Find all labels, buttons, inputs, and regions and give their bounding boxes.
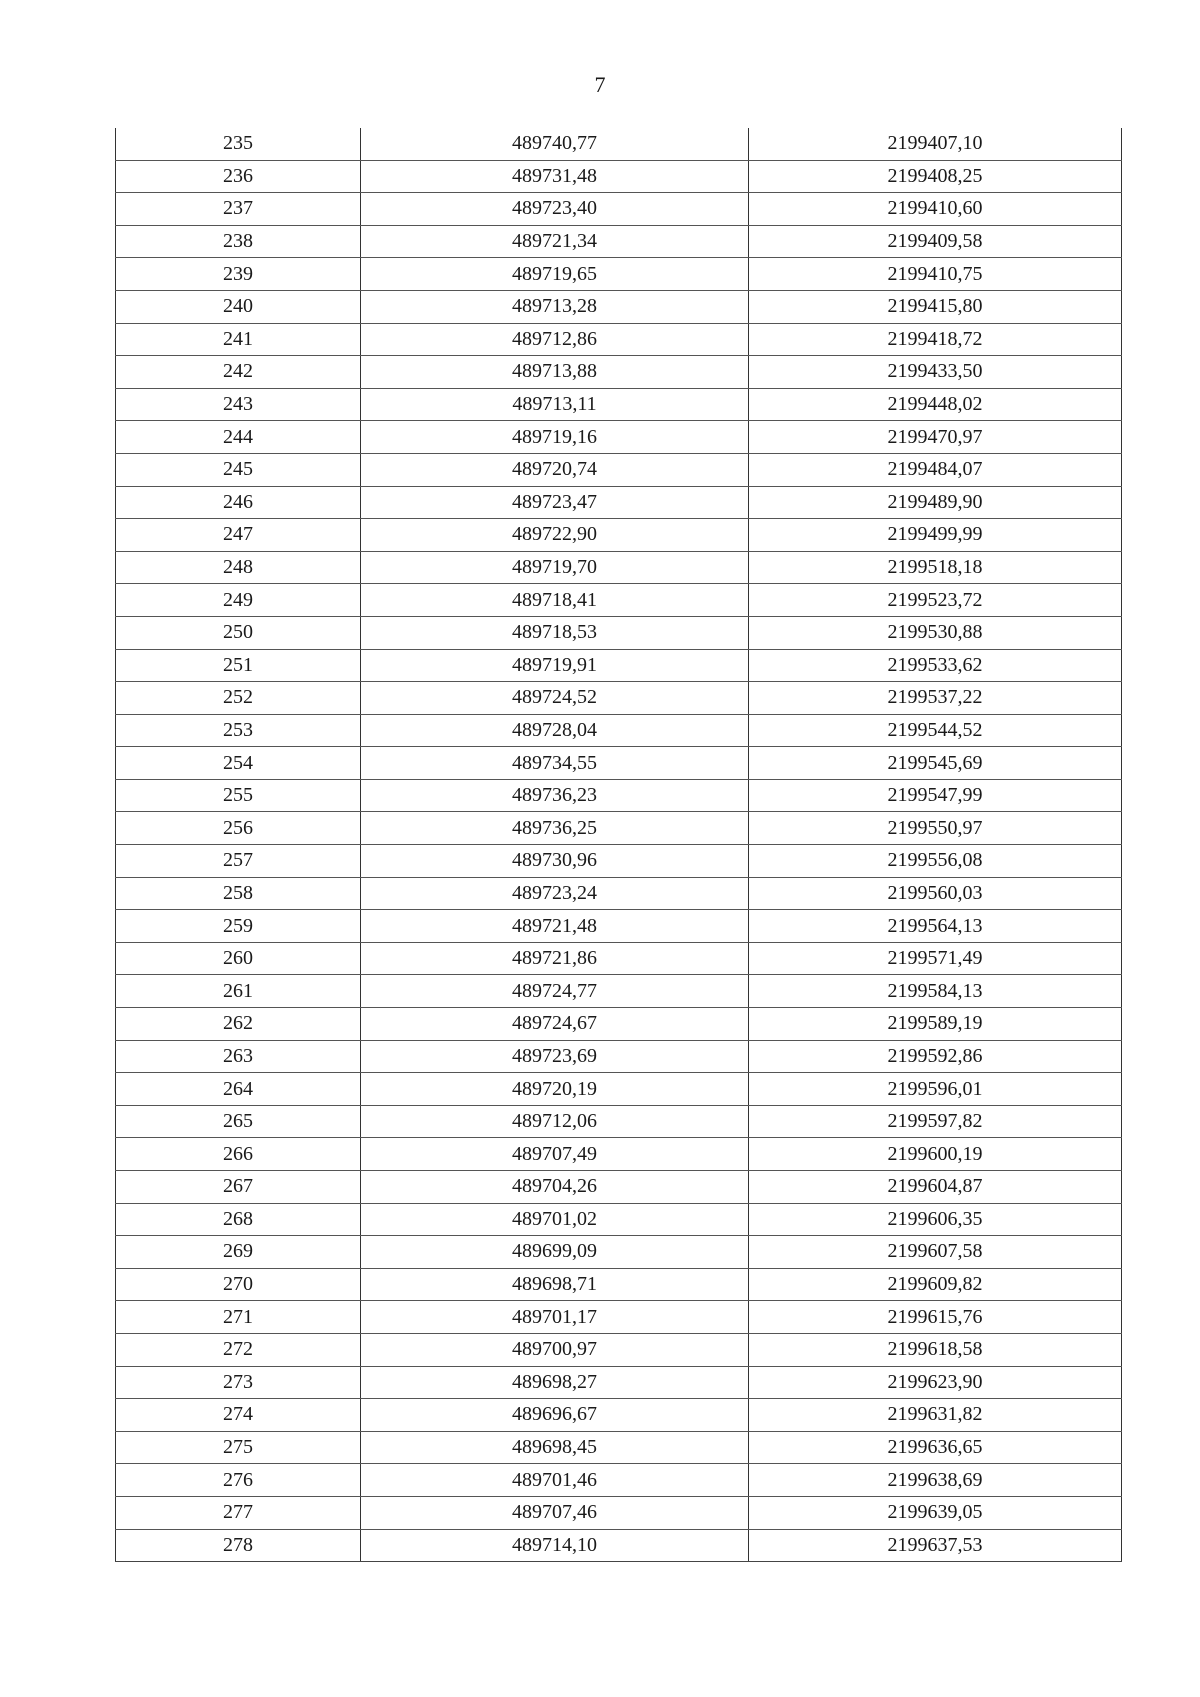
point-number-cell: 273 xyxy=(116,1366,361,1399)
x-coordinate-cell: 489722,90 xyxy=(361,519,749,552)
table-row xyxy=(116,1138,1122,1171)
point-number-cell: 275 xyxy=(116,1431,361,1464)
point-number-cell: 242 xyxy=(116,356,361,389)
x-coordinate-cell: 489736,23 xyxy=(361,779,749,812)
y-coordinate-cell: 2199484,07 xyxy=(749,453,1122,486)
x-coordinate-cell: 489723,40 xyxy=(361,193,749,226)
y-coordinate-cell: 2199448,02 xyxy=(749,388,1122,421)
y-coordinate-cell: 2199589,19 xyxy=(749,1008,1122,1041)
table-row xyxy=(116,290,1122,323)
table-row xyxy=(116,1496,1122,1529)
x-coordinate-cell: 489713,11 xyxy=(361,388,749,421)
x-coordinate-cell: 489723,69 xyxy=(361,1040,749,1073)
y-coordinate-cell: 2199560,03 xyxy=(749,877,1122,910)
point-number-cell: 261 xyxy=(116,975,361,1008)
x-coordinate-cell: 489724,67 xyxy=(361,1008,749,1041)
point-number-cell: 252 xyxy=(116,682,361,715)
point-number-cell: 268 xyxy=(116,1203,361,1236)
point-number-cell: 243 xyxy=(116,388,361,421)
y-coordinate-cell: 2199623,90 xyxy=(749,1366,1122,1399)
table-row xyxy=(116,714,1122,747)
point-number-cell: 259 xyxy=(116,910,361,943)
point-number-cell: 258 xyxy=(116,877,361,910)
x-coordinate-cell: 489701,46 xyxy=(361,1464,749,1497)
table-row xyxy=(116,388,1122,421)
y-coordinate-cell: 2199607,58 xyxy=(749,1236,1122,1269)
x-coordinate-cell: 489721,86 xyxy=(361,942,749,975)
table-row xyxy=(116,975,1122,1008)
table-row xyxy=(116,1464,1122,1497)
y-coordinate-cell: 2199518,18 xyxy=(749,551,1122,584)
coordinates-table-body xyxy=(116,128,1122,1562)
point-number-cell: 250 xyxy=(116,616,361,649)
x-coordinate-cell: 489719,16 xyxy=(361,421,749,454)
point-number-cell: 270 xyxy=(116,1268,361,1301)
x-coordinate-cell: 489701,17 xyxy=(361,1301,749,1334)
table-row xyxy=(116,1529,1122,1562)
point-number-cell: 272 xyxy=(116,1333,361,1366)
table-row xyxy=(116,551,1122,584)
y-coordinate-cell: 2199410,75 xyxy=(749,258,1122,291)
y-coordinate-cell: 2199523,72 xyxy=(749,584,1122,617)
table-row xyxy=(116,1040,1122,1073)
point-number-cell: 239 xyxy=(116,258,361,291)
y-coordinate-cell: 2199499,99 xyxy=(749,519,1122,552)
x-coordinate-cell: 489707,49 xyxy=(361,1138,749,1171)
table-row xyxy=(116,682,1122,715)
point-number-cell: 251 xyxy=(116,649,361,682)
x-coordinate-cell: 489707,46 xyxy=(361,1496,749,1529)
table-row xyxy=(116,1333,1122,1366)
table-row xyxy=(116,1399,1122,1432)
y-coordinate-cell: 2199604,87 xyxy=(749,1171,1122,1204)
x-coordinate-cell: 489731,48 xyxy=(361,160,749,193)
table-row xyxy=(116,1268,1122,1301)
x-coordinate-cell: 489720,74 xyxy=(361,453,749,486)
table-row xyxy=(116,1301,1122,1334)
x-coordinate-cell: 489713,88 xyxy=(361,356,749,389)
x-coordinate-cell: 489736,25 xyxy=(361,812,749,845)
point-number-cell: 266 xyxy=(116,1138,361,1171)
table-row xyxy=(116,910,1122,943)
y-coordinate-cell: 2199489,90 xyxy=(749,486,1122,519)
x-coordinate-cell: 489728,04 xyxy=(361,714,749,747)
point-number-cell: 249 xyxy=(116,584,361,617)
y-coordinate-cell: 2199597,82 xyxy=(749,1105,1122,1138)
point-number-cell: 264 xyxy=(116,1073,361,1106)
table-row xyxy=(116,649,1122,682)
y-coordinate-cell: 2199410,60 xyxy=(749,193,1122,226)
y-coordinate-cell: 2199537,22 xyxy=(749,682,1122,715)
table-row xyxy=(116,258,1122,291)
point-number-cell: 257 xyxy=(116,845,361,878)
point-number-cell: 271 xyxy=(116,1301,361,1334)
point-number-cell: 254 xyxy=(116,747,361,780)
point-number-cell: 244 xyxy=(116,421,361,454)
y-coordinate-cell: 2199556,08 xyxy=(749,845,1122,878)
y-coordinate-cell: 2199638,69 xyxy=(749,1464,1122,1497)
x-coordinate-cell: 489704,26 xyxy=(361,1171,749,1204)
x-coordinate-cell: 489718,41 xyxy=(361,584,749,617)
point-number-cell: 265 xyxy=(116,1105,361,1138)
table-row xyxy=(116,128,1122,160)
y-coordinate-cell: 2199415,80 xyxy=(749,290,1122,323)
table-row xyxy=(116,1171,1122,1204)
point-number-cell: 248 xyxy=(116,551,361,584)
y-coordinate-cell: 2199564,13 xyxy=(749,910,1122,943)
y-coordinate-cell: 2199609,82 xyxy=(749,1268,1122,1301)
table-row xyxy=(116,877,1122,910)
point-number-cell: 240 xyxy=(116,290,361,323)
y-coordinate-cell: 2199545,69 xyxy=(749,747,1122,780)
x-coordinate-cell: 489721,48 xyxy=(361,910,749,943)
y-coordinate-cell: 2199606,35 xyxy=(749,1203,1122,1236)
x-coordinate-cell: 489721,34 xyxy=(361,225,749,258)
table-row xyxy=(116,160,1122,193)
y-coordinate-cell: 2199408,25 xyxy=(749,160,1122,193)
y-coordinate-cell: 2199418,72 xyxy=(749,323,1122,356)
x-coordinate-cell: 489713,28 xyxy=(361,290,749,323)
point-number-cell: 256 xyxy=(116,812,361,845)
table-row xyxy=(116,616,1122,649)
y-coordinate-cell: 2199639,05 xyxy=(749,1496,1122,1529)
y-coordinate-cell: 2199636,65 xyxy=(749,1431,1122,1464)
x-coordinate-cell: 489698,45 xyxy=(361,1431,749,1464)
table-row xyxy=(116,812,1122,845)
y-coordinate-cell: 2199600,19 xyxy=(749,1138,1122,1171)
point-number-cell: 269 xyxy=(116,1236,361,1269)
table-row xyxy=(116,356,1122,389)
point-number-cell: 255 xyxy=(116,779,361,812)
x-coordinate-cell: 489712,06 xyxy=(361,1105,749,1138)
table-row xyxy=(116,1431,1122,1464)
table-row xyxy=(116,225,1122,258)
x-coordinate-cell: 489720,19 xyxy=(361,1073,749,1106)
point-number-cell: 237 xyxy=(116,193,361,226)
table-row xyxy=(116,1366,1122,1399)
coordinates-table xyxy=(115,128,1122,1562)
table-row xyxy=(116,193,1122,226)
y-coordinate-cell: 2199470,97 xyxy=(749,421,1122,454)
y-coordinate-cell: 2199571,49 xyxy=(749,942,1122,975)
table-row xyxy=(116,1073,1122,1106)
point-number-cell: 235 xyxy=(116,128,361,160)
x-coordinate-cell: 489719,70 xyxy=(361,551,749,584)
point-number-cell: 274 xyxy=(116,1399,361,1432)
y-coordinate-cell: 2199596,01 xyxy=(749,1073,1122,1106)
x-coordinate-cell: 489699,09 xyxy=(361,1236,749,1269)
x-coordinate-cell: 489719,65 xyxy=(361,258,749,291)
x-coordinate-cell: 489724,52 xyxy=(361,682,749,715)
x-coordinate-cell: 489714,10 xyxy=(361,1529,749,1562)
table-row xyxy=(116,486,1122,519)
y-coordinate-cell: 2199550,97 xyxy=(749,812,1122,845)
point-number-cell: 262 xyxy=(116,1008,361,1041)
y-coordinate-cell: 2199631,82 xyxy=(749,1399,1122,1432)
point-number-cell: 276 xyxy=(116,1464,361,1497)
y-coordinate-cell: 2199547,99 xyxy=(749,779,1122,812)
x-coordinate-cell: 489724,77 xyxy=(361,975,749,1008)
point-number-cell: 246 xyxy=(116,486,361,519)
x-coordinate-cell: 489700,97 xyxy=(361,1333,749,1366)
y-coordinate-cell: 2199409,58 xyxy=(749,225,1122,258)
table-row xyxy=(116,584,1122,617)
x-coordinate-cell: 489740,77 xyxy=(361,128,749,160)
point-number-cell: 245 xyxy=(116,453,361,486)
x-coordinate-cell: 489723,24 xyxy=(361,877,749,910)
table-row xyxy=(116,323,1122,356)
y-coordinate-cell: 2199544,52 xyxy=(749,714,1122,747)
x-coordinate-cell: 489718,53 xyxy=(361,616,749,649)
x-coordinate-cell: 489696,67 xyxy=(361,1399,749,1432)
table-row xyxy=(116,845,1122,878)
x-coordinate-cell: 489723,47 xyxy=(361,486,749,519)
y-coordinate-cell: 2199584,13 xyxy=(749,975,1122,1008)
table-row xyxy=(116,453,1122,486)
y-coordinate-cell: 2199592,86 xyxy=(749,1040,1122,1073)
table-row xyxy=(116,942,1122,975)
table-row xyxy=(116,421,1122,454)
table-row xyxy=(116,1105,1122,1138)
point-number-cell: 277 xyxy=(116,1496,361,1529)
table-row xyxy=(116,1203,1122,1236)
table-row xyxy=(116,519,1122,552)
x-coordinate-cell: 489730,96 xyxy=(361,845,749,878)
point-number-cell: 236 xyxy=(116,160,361,193)
point-number-cell: 238 xyxy=(116,225,361,258)
y-coordinate-cell: 2199530,88 xyxy=(749,616,1122,649)
x-coordinate-cell: 489698,71 xyxy=(361,1268,749,1301)
y-coordinate-cell: 2199637,53 xyxy=(749,1529,1122,1562)
point-number-cell: 263 xyxy=(116,1040,361,1073)
point-number-cell: 278 xyxy=(116,1529,361,1562)
y-coordinate-cell: 2199407,10 xyxy=(749,128,1122,160)
y-coordinate-cell: 2199615,76 xyxy=(749,1301,1122,1334)
point-number-cell: 241 xyxy=(116,323,361,356)
y-coordinate-cell: 2199433,50 xyxy=(749,356,1122,389)
x-coordinate-cell: 489701,02 xyxy=(361,1203,749,1236)
table-row xyxy=(116,747,1122,780)
point-number-cell: 260 xyxy=(116,942,361,975)
x-coordinate-cell: 489719,91 xyxy=(361,649,749,682)
x-coordinate-cell: 489712,86 xyxy=(361,323,749,356)
x-coordinate-cell: 489698,27 xyxy=(361,1366,749,1399)
y-coordinate-cell: 2199618,58 xyxy=(749,1333,1122,1366)
y-coordinate-cell: 2199533,62 xyxy=(749,649,1122,682)
table-row xyxy=(116,1008,1122,1041)
table-row xyxy=(116,1236,1122,1269)
point-number-cell: 267 xyxy=(116,1171,361,1204)
table-row xyxy=(116,779,1122,812)
point-number-cell: 247 xyxy=(116,519,361,552)
point-number-cell: 253 xyxy=(116,714,361,747)
x-coordinate-cell: 489734,55 xyxy=(361,747,749,780)
page-number: 7 xyxy=(594,72,606,97)
